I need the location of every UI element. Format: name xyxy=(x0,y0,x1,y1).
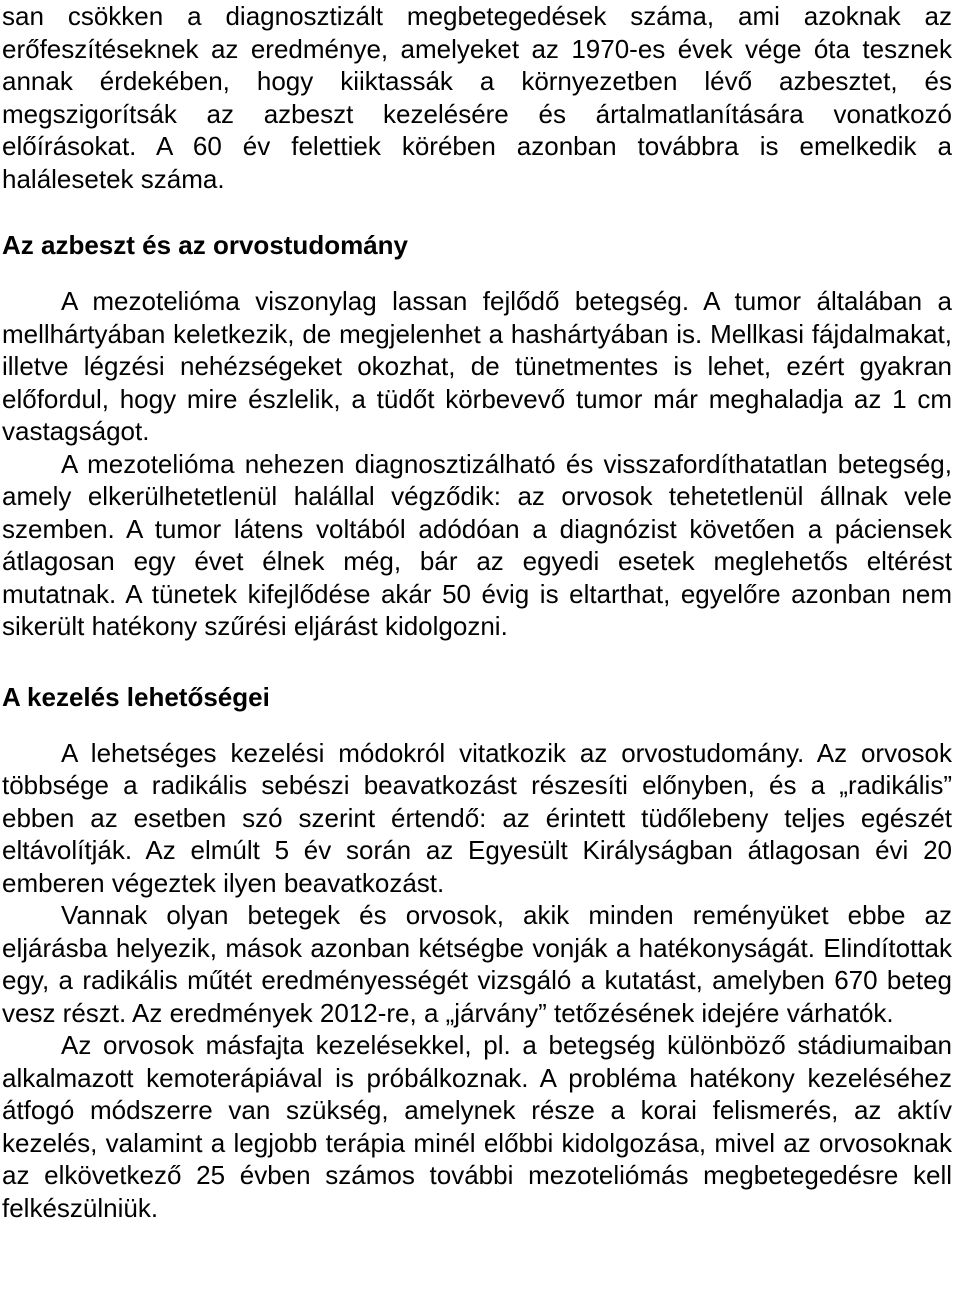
intro-paragraph: san csökken a diagnosztizált megbetegedések száma, ami azoknak az erőfeszítéseknek az eredménye, amelyeket az 1970-es évek vége óta tesznek annak érdekében, hogy kiiktassák a környezetben lévő azbesztet, és megszigorítsák az azbeszt kezelésére és ártalmatlanítására vonatkozó előírásokat. A 60 év felettiek körében azonban továbbra is emelkedik a halálesetek száma. xyxy=(2,1,952,194)
section-heading-treatment: A kezelés lehetőségei xyxy=(2,681,270,712)
body-paragraph: Az orvosok másfajta kezelésekkel, pl. a betegség különböző stádiumaiban alkalmazott kemoterápiával is próbálkoznak. A probléma hatékony kezeléséhez átfogó módszerre van szükség, amelynek része a korai felismerés, az aktív kezelés, valamint a legjobb terápia minél előbbi kidolgozása, mivel az orvosoknak az elkövetkező 25 évben számos további mezoteliómás megbetegedésre kell felkészülniük. xyxy=(2,1030,952,1223)
body-paragraph: A mezotelióma viszonylag lassan fejlődő betegség. A tumor általában a mellhártyában keletkezik, de megjelenhet a hashártyában is. Mellkasi fájdalmakat, illetve légzési nehézségeket okozhat, de tünetmentes is lehet, ezért gyakran előfordul, hogy mire észlelik, a tüdőt körbevevő tumor már meghaladja az 1 cm vastagságot. xyxy=(2,286,952,446)
section-heading-medicine: Az azbeszt és az orvostudomány xyxy=(2,230,408,260)
body-paragraph: A lehetséges kezelési módokról vitatkozik az orvostudomány. Az orvosok többsége a radikális sebészi beavatkozást részesíti előnyben, és a „radikális” ebben az esetben szó szerint értendő: az érintett tüdőlebeny teljes egészét eltávolítják. Az elmúlt 5 év során az Egyesült Királyságban átlagosan évi 20 emberen végeztek ilyen beavatkozást. xyxy=(2,737,952,898)
body-paragraph: A mezotelióma nehezen diagnosztizálható és visszafordíthatatlan betegség, amely elkerülhetetlenül halállal végződik: az orvosok tehetetlenül állnak vele szemben. A tumor látens voltából adódóan a diagnózist követően a páciensek átlagosan egy évet élnek még, bár az egyedi esetek meglehetős eltérést mutatnak. A tünetek kifejlődése akár 50 évig is eltarthat, egyelőre azonban nem sikerült hatékony szűrési eljárást kidolgozni. xyxy=(2,448,952,641)
body-paragraph: Vannak olyan betegek és orvosok, akik minden reményüket ebbe az eljárásba helyezik, mások azonban kétségbe vonják a hatékonyságát. Elindítottak egy, a radikális műtét eredményességét vizsgáló a kutatást, amelyben 670 beteg vesz részt. Az eredmények 2012-re, a „járvány” tetőzésének idejére várhatók. xyxy=(2,900,952,1028)
